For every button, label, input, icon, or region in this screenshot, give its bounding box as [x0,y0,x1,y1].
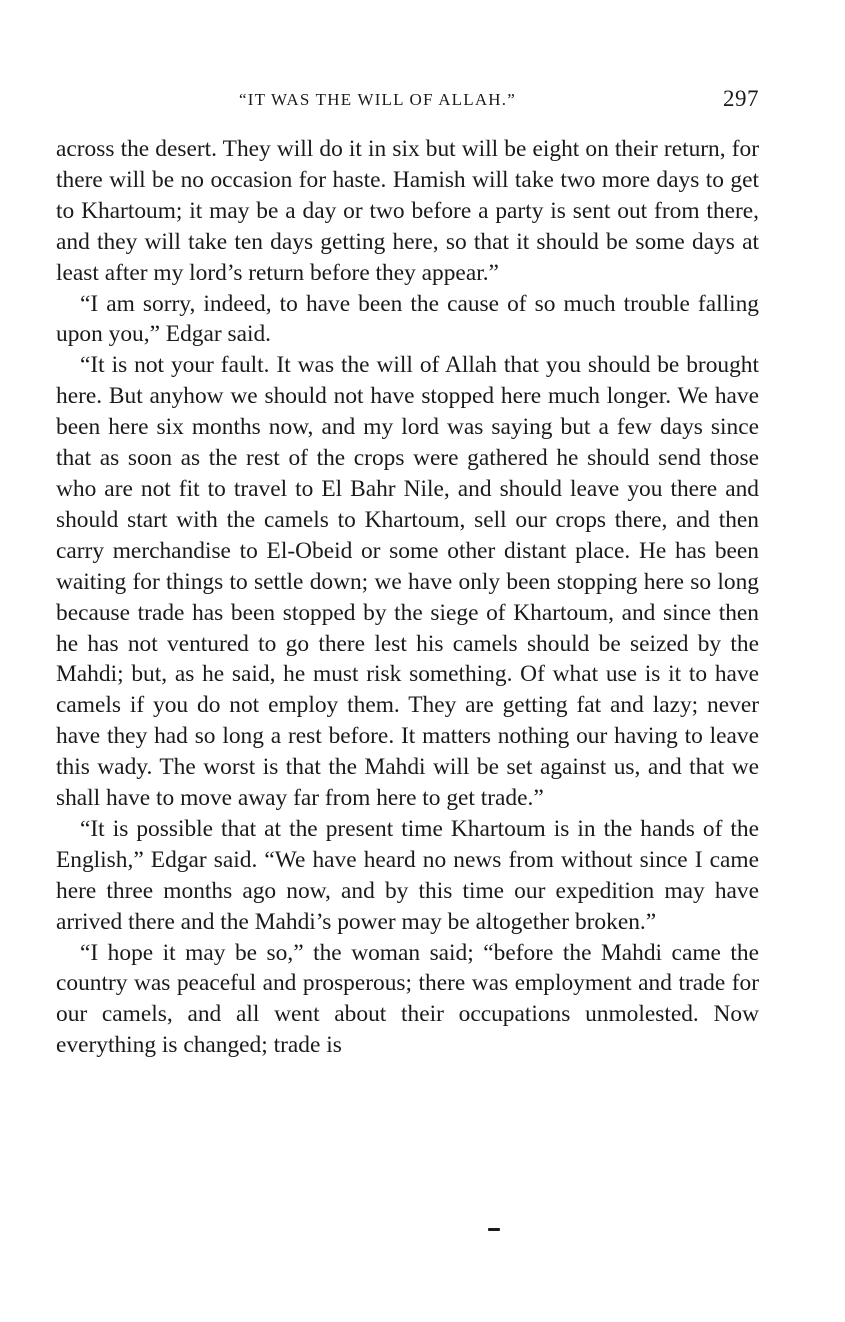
printer-signature-mark [488,1228,500,1231]
paragraph-khartoum-news: “It is possible that at the present time Khartoum is in the hands of the English,” Edgar said. “We have heard no news from without since I came here three months ago now, and by this time our expedition may have arrived there and the Mahdi’s power may be altogether broken.” [56,815,759,935]
running-head [56,86,759,116]
paragraph-continued: across the desert. They will do it in six but will be eight on their return, for there will be no occasion for haste. Hamish will take two more days to get to Khartoum; it may be a day or two before a party is sent out from there, and they will take ten days getting here, so that it should be some days at least after my lord’s return before they appear.” [56,136,759,286]
page-number: 297 [723,86,759,111]
paragraph-woman-hope: “I hope it may be so,” the woman said; “before the Mahdi came the country was peaceful and prosperous; there was employment and trade for our camels, and all went about their occupations unmolested. Now everything is changed; trade is [56,939,759,1059]
paragraph-edgar-apology: “I am sorry, indeed, to have been the cause of so much trouble falling upon you,” Edgar said. [56,290,759,348]
paragraph-will-of-allah: “It is not your fault. It was the will of Allah that you should be brought here. But anyhow we should not have stopped here much longer. We have been here six months now, and my lord was saying but a few days since that as soon as the rest of the crops were gathered he should send those who are not fit to travel to El Bahr Nile, and should leave you there and should start with the camels to Khartoum, sell our crops there, and then carry merchandise to El-Obeid or some other distant place. He has been waiting for things to settle down; we have only been stopping here so long because trade has been stopped by the siege of Khartoum, and since then he has not ventured to go there lest his camels should be seized by the Mahdi; but, as he said, he must risk something. Of what use is it to have camels if you do not employ them. They are getting fat and lazy; never have they had so long a rest before. It matters nothing our having to leave this wady. The worst is that the Mahdi will be set against us, and that we shall have to move away far from here to get trade.” [56,352,759,812]
body-text [56,134,759,1061]
running-title: “IT WAS THE WILL OF ALLAH.” [239,90,516,109]
